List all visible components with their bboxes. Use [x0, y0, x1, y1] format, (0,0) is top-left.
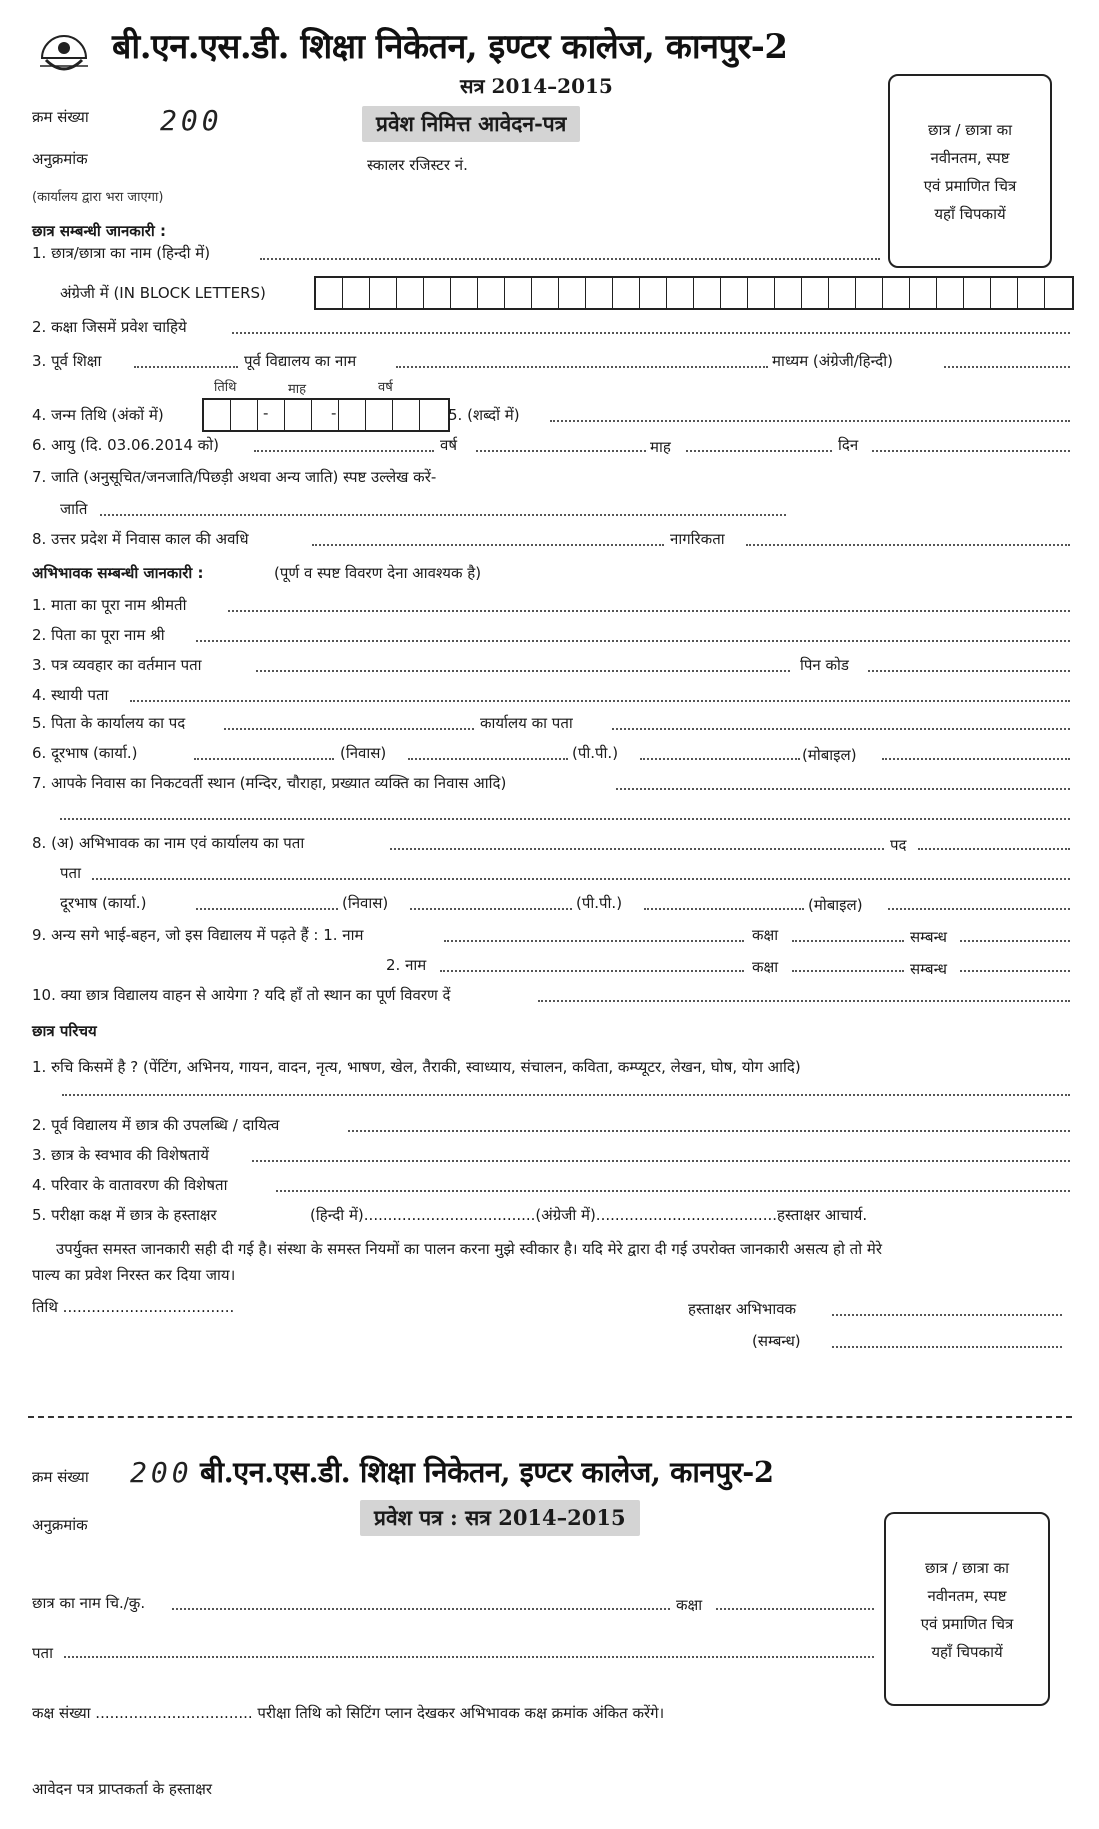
slip-band: प्रवेश पत्र : सत्र 2014–2015 [360, 1500, 640, 1536]
phone-pp-label: (पी.पी.) [572, 744, 619, 762]
guardian-phone-mobile-field[interactable] [888, 908, 1070, 910]
landmark-label: 7. आपके निवास का निकटवर्ती स्थान (मन्दिर, चौराहा, प्रख्यात व्यक्ति का निवास आदि) [32, 774, 507, 792]
intro-heading: छात्र परिचय [32, 1022, 97, 1040]
guardian-address-field[interactable] [92, 878, 1070, 880]
achievements-label: 2. पूर्व विद्यालय में छात्र की उपलब्धि / दायित्व [32, 1116, 280, 1134]
slip-address-field[interactable] [64, 1656, 874, 1658]
class-sought-field[interactable] [232, 332, 1070, 334]
guardian-signature-field[interactable] [832, 1314, 1062, 1316]
relation-label: (सम्बन्ध) [752, 1332, 801, 1350]
office-address-label: कार्यालय का पता [480, 714, 573, 732]
serial-value: 200 [160, 104, 223, 137]
school-logo-icon [36, 30, 92, 80]
guardian-address-label: पता [60, 864, 81, 882]
school-vehicle-label: 10. क्या छात्र विद्यालय वाहन से आयेगा ? यदि हाँ तो स्थान का पूर्ण विवरण दें [32, 986, 451, 1004]
age-label: 6. आयु (दि. 03.06.2014 को) [32, 436, 220, 454]
sibling-2-relation-label: सम्बन्ध [910, 960, 947, 978]
residence-duration-label: 8. उत्तर प्रदेश में निवास काल की अवधि [32, 530, 249, 548]
father-post-field[interactable] [224, 728, 474, 730]
phone-home-field[interactable] [408, 758, 568, 760]
age-months-field[interactable] [476, 450, 646, 452]
caste-sub-label: जाति [60, 500, 88, 518]
guardian-phone-pp-field[interactable] [644, 908, 804, 910]
permanent-address-label: 4. स्थायी पता [32, 686, 109, 704]
dob-year-header: वर्ष [378, 380, 393, 395]
dob-words-field[interactable] [550, 420, 1070, 422]
sibling-1-class-label: कक्षा [752, 926, 779, 944]
date-field[interactable]: तिथि .................................... [32, 1298, 235, 1316]
father-name-field[interactable] [196, 640, 1070, 642]
phone-home-label: (निवास) [340, 744, 387, 762]
photo-line: छात्र / छात्रा का [927, 121, 1012, 139]
pin-code-field[interactable] [868, 670, 1070, 672]
photo-line: छात्र / छात्रा का [924, 1559, 1009, 1577]
guardian-heading: अभिभावक सम्बन्धी जानकारी : [32, 564, 204, 582]
block-letter-boxes[interactable] [314, 276, 1074, 310]
slip-photo-box [884, 1512, 1050, 1706]
citizenship-label: नागरिकता [670, 530, 725, 548]
mother-name-field[interactable] [228, 610, 1070, 612]
dob-separator: - [263, 404, 269, 422]
prev-school-field[interactable] [396, 366, 768, 368]
sibling-1-label: 9. अन्य सगे भाई-बहन, जो इस विद्यालय में पढ़ते हैं : 1. नाम [32, 926, 364, 944]
anukramank-label: अनुक्रमांक [32, 150, 88, 168]
guardian-phone-office-label: दूरभाष (कार्या.) [60, 894, 147, 912]
school-title: बी.एन.एस.डी. शिक्षा निकेतन, इण्टर कालेज, कानपुर-2 [112, 27, 788, 67]
father-name-label: 2. पिता का पूरा नाम श्री [32, 626, 165, 644]
guardian-name-field[interactable] [390, 848, 884, 850]
declaration-line-1: उपर्युक्त समस्त जानकारी सही दी गई है। संस्था के समस्त नियमों का पालन करना मुझे स्वीकार है। यदि मेरे द्वारा दी गई उपरोक्त जानकारी असत्य हो तो मेरे [56, 1240, 882, 1258]
dob-boxes[interactable] [202, 398, 450, 432]
guardian-post-field[interactable] [918, 848, 1070, 850]
dob-words-label: 5. (शब्दों में) [448, 406, 520, 424]
sibling-1-relation-field[interactable] [960, 940, 1070, 942]
photo-box-text [890, 116, 1050, 228]
caste-field[interactable] [100, 514, 786, 516]
phone-mobile-label: (मोबाइल) [802, 746, 857, 764]
sibling-2-class-field[interactable] [792, 970, 904, 972]
caste-label: 7. जाति (अनुसूचित/जनजाति/पिछड़ी अथवा अन्य जाति) स्पष्ट उल्लेख करें- [32, 468, 437, 486]
family-env-field[interactable] [276, 1190, 1070, 1192]
landmark-field[interactable] [616, 788, 1070, 790]
scholar-register-label: स्कालर रजिस्टर नं. [367, 156, 468, 174]
office-address-field[interactable] [612, 728, 1070, 730]
interests-label: 1. रुचि किसमें है ? (पेंटिंग, अभिनय, गायन, वादन, नृत्य, भाषण, खेल, तैराकी, स्वाध्याय, संचालन, कविता, कम्प्यूटर, लेखन, घोष, योग आदि) [32, 1058, 801, 1076]
slip-school-title: बी.एन.एस.डी. शिक्षा निकेतन, इण्टर कालेज, कानपुर-2 [200, 1455, 774, 1489]
slip-address-label: पता [32, 1644, 53, 1662]
father-post-label: 5. पिता के कार्यालय का पद [32, 714, 186, 732]
guardian-phone-pp-label: (पी.पी.) [576, 894, 623, 912]
form-title: प्रवेश निमित्त आवेदन-पत्र [362, 106, 580, 142]
age-years-label: वर्ष [440, 436, 458, 454]
interests-field[interactable] [62, 1094, 1070, 1096]
sibling-1-class-field[interactable] [792, 940, 904, 942]
photo-line: नवीनतम, स्पष्ट [930, 149, 1010, 167]
session: सत्र 2014–2015 [460, 74, 613, 98]
age-days-field-2[interactable] [872, 450, 1070, 452]
pin-code-label: पिन कोड [800, 656, 849, 674]
office-note: (कार्यालय द्वारा भरा जाएगा) [32, 190, 164, 205]
declaration-line-2: पाल्य का प्रवेश निरस्त कर दिया जाय। [32, 1266, 236, 1284]
photo-box [888, 74, 1052, 268]
residence-duration-field[interactable] [312, 544, 664, 546]
relation-field[interactable] [832, 1346, 1062, 1348]
citizenship-field[interactable] [746, 544, 1070, 546]
dob-day-header: तिथि [214, 380, 237, 395]
exam-sign-label: 5. परीक्षा कक्ष में छात्र के हस्ताक्षर [32, 1206, 217, 1224]
slip-serial-value: 200 [130, 1456, 193, 1489]
phone-pp-field[interactable] [640, 758, 800, 760]
guardian-phone-mobile-label: (मोबाइल) [808, 896, 863, 914]
permanent-address-field[interactable] [130, 700, 1070, 702]
guardian-heading-note: (पूर्ण व स्पष्ट विवरण देना आवश्यक है) [274, 564, 482, 582]
class-sought-label: 2. कक्षा जिसमें प्रवेश चाहिये [32, 318, 187, 336]
photo-line: यहाँ चिपकायें [934, 205, 1006, 223]
age-days-field[interactable] [686, 450, 832, 452]
guardian-phone-home-field[interactable] [410, 908, 572, 910]
guardian-name-label: 8. (अ) अभिभावक का नाम एवं कार्यालय का पता [32, 834, 305, 852]
age-months-label: माह [650, 438, 671, 456]
sibling-2-relation-field[interactable] [960, 970, 1070, 972]
sibling-2-label: 2. नाम [386, 956, 427, 974]
student-heading: छात्र सम्बन्धी जानकारी : [32, 222, 166, 240]
family-env-label: 4. परिवार के वातावरण की विशेषता [32, 1176, 228, 1194]
dob-label: 4. जन्म तिथि (अंकों में) [32, 406, 164, 424]
nature-field[interactable] [252, 1160, 1070, 1162]
guardian-signature-label: हस्ताक्षर अभिभावक [688, 1300, 797, 1318]
slip-serial-label: क्रम संख्या [32, 1468, 89, 1486]
current-address-field[interactable] [256, 670, 790, 672]
prev-education-label: 3. पूर्व शिक्षा [32, 352, 102, 370]
slip-name-label: छात्र का नाम चि./कु. [32, 1594, 146, 1612]
slip-name-field[interactable] [172, 1608, 670, 1610]
photo-line: एवं प्रमाणित चित्र [920, 1615, 1014, 1633]
student-name-hindi-label: 1. छात्र/छात्रा का नाम (हिन्दी में) [32, 244, 211, 262]
dob-month-header: माह [288, 382, 307, 397]
sibling-1-relation-label: सम्बन्ध [910, 928, 947, 946]
mother-name-label: 1. माता का पूरा नाम श्रीमती [32, 596, 187, 614]
phone-office-label: 6. दूरभाष (कार्या.) [32, 744, 138, 762]
exam-sign-fields[interactable]: (हिन्दी में)....................................(अंग्रेजी में)......................................हस्ताक्षर आचार्य. [310, 1206, 868, 1224]
student-name-hindi-field[interactable] [260, 258, 880, 260]
photo-line: यहाँ चिपकायें [931, 1643, 1003, 1661]
sibling-2-class-label: कक्षा [752, 958, 779, 976]
nature-label: 3. छात्र के स्वभाव की विशेषतायें [32, 1146, 209, 1164]
guardian-phone-home-label: (निवास) [342, 894, 389, 912]
slip-class-field[interactable] [716, 1608, 874, 1610]
phone-mobile-field[interactable] [882, 758, 1070, 760]
dob-separator: - [331, 404, 337, 422]
student-name-english-label: अंग्रेजी में (IN BLOCK LETTERS) [60, 284, 266, 302]
school-vehicle-field[interactable] [538, 1000, 1070, 1002]
slip-anukramank-label: अनुक्रमांक [32, 1516, 88, 1534]
slip-receiver-signature-label: आवेदन पत्र प्राप्तकर्ता के हस्ताक्षर [32, 1780, 213, 1798]
serial-label: क्रम संख्या [32, 108, 89, 126]
slip-class-label: कक्षा [676, 1596, 703, 1614]
slip-room-line: कक्ष संख्या ................................. परीक्षा तिथि को सिटिंग प्लान देखकर अभिभावक कक्ष क्रमांक अंकित करेंगे। [32, 1704, 665, 1722]
prev-school-label: पूर्व विद्यालय का नाम [244, 352, 357, 370]
prev-education-field[interactable] [134, 366, 238, 368]
guardian-phone-office-field[interactable] [196, 908, 338, 910]
guardian-post-label: पद [890, 836, 907, 854]
medium-label: माध्यम (अंग्रेजी/हिन्दी) [772, 352, 893, 370]
sibling-2-name-field[interactable] [440, 970, 744, 972]
photo-line: एवं प्रमाणित चित्र [923, 177, 1017, 195]
current-address-label: 3. पत्र व्यवहार का वर्तमान पता [32, 656, 202, 674]
photo-line: नवीनतम, स्पष्ट [927, 1587, 1007, 1605]
slip-photo-box-text [886, 1554, 1048, 1666]
medium-field[interactable] [944, 366, 1070, 368]
cut-line [28, 1416, 1072, 1418]
achievements-field[interactable] [348, 1130, 1070, 1132]
age-days-label: दिन [838, 436, 859, 454]
sibling-1-name-field[interactable] [444, 940, 744, 942]
age-years-field[interactable] [254, 450, 434, 452]
phone-office-field[interactable] [194, 758, 334, 760]
landmark-field-2[interactable] [60, 818, 1070, 820]
